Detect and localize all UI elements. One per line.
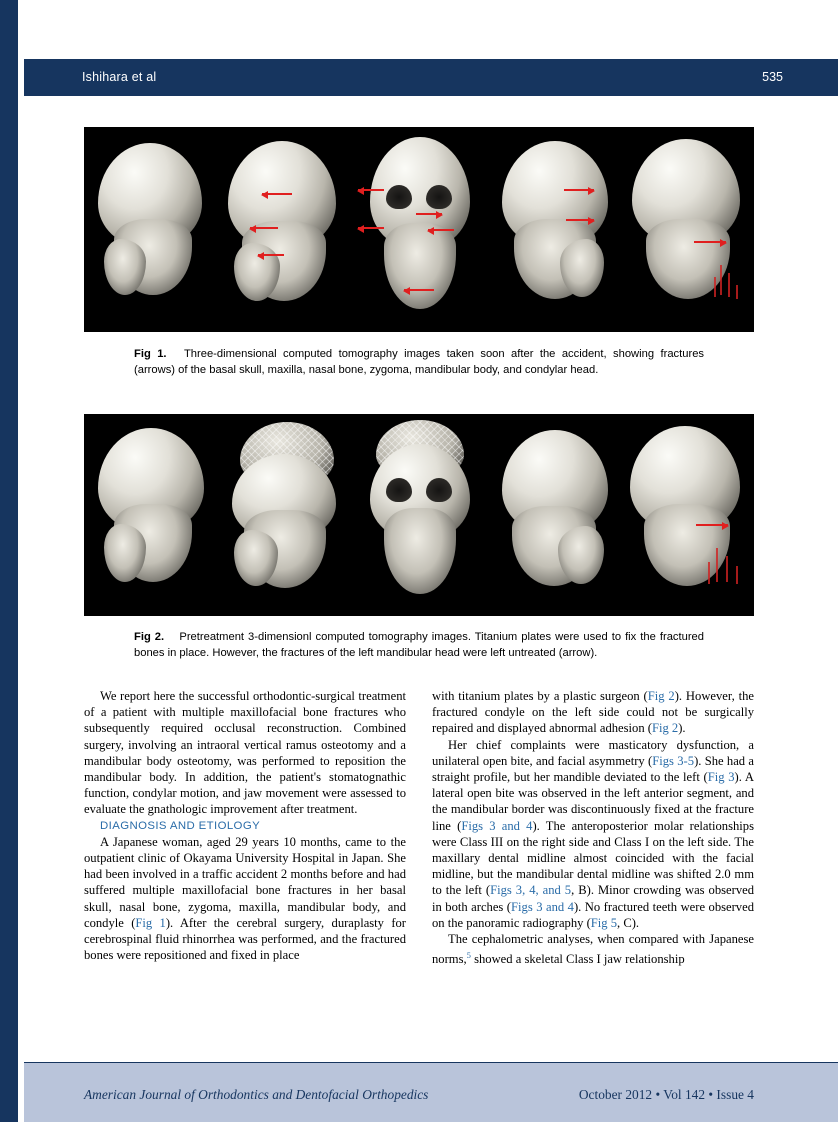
fig2-panel-5 (620, 414, 754, 616)
fig1-panel-5 (620, 127, 754, 332)
figure-2-label: Fig 2. (134, 631, 176, 643)
running-head-bar (24, 59, 838, 96)
paragraph-text: ). No fractured teeth were observed on the panoramic radiography ( (432, 899, 754, 930)
fig1-panel-1 (84, 127, 218, 332)
figure-reference[interactable]: Fig 2 (647, 689, 675, 703)
figure-2-image (84, 414, 754, 616)
figure-1-caption-text: Three-dimensional computed tomography images taken soon after the accident, showing fractures (arrows) of the basal skull, maxilla, nasal bone, zygoma, mandibular body, and condylar head. (134, 348, 705, 376)
fig1-panel-2 (218, 127, 352, 332)
fig2-panel-2 (218, 414, 352, 616)
page-spine-gap (18, 0, 24, 1122)
figure-reference[interactable]: Figs 3-5 (652, 753, 695, 768)
figure-reference[interactable]: Figs 3 and 4 (461, 818, 533, 833)
fig2-panel-1 (84, 414, 218, 616)
paragraph (432, 688, 754, 737)
figure-reference[interactable]: Figs 3 and 4 (511, 899, 574, 914)
footer-rule (24, 1062, 838, 1063)
paragraph-text: ). However, the fractured condyle on the left side could not be surgically repaired and displayed abnormal adhesion ( (432, 689, 754, 736)
figure-reference[interactable]: Fig 5 (590, 915, 618, 930)
page-number: 535 (762, 70, 783, 84)
body-right-column (432, 688, 754, 968)
figure-reference[interactable]: Figs 3, 4, and 5 (490, 883, 572, 898)
paragraph-text: , B). Minor crowding was observed in both arches ( (432, 883, 754, 914)
paragraph (432, 931, 754, 968)
section-heading-diagnosis: DIAGNOSIS AND ETIOLOGY (100, 819, 261, 832)
figure-2-caption (134, 630, 704, 661)
paragraph-text: ). After the cerebral surgery, duraplasty for cerebrospinal fluid rhinorrhea was performed, and the fractured bones were repositioned and fixed in place (84, 915, 406, 963)
paragraph-text: A Japanese woman, aged 29 years 10 months, came to the outpatient clinic of Okayama University Hospital in Japan. She had been involved in a traffic accident 2 months before and had suffered multiple maxillofacial bone fractures in her basal skull, nasal bone, zygoma, maxilla, mandibular body, and condyle ( (84, 834, 406, 930)
paragraph-text: ). She had a straight profile, but her mandible deviated to the left ( (432, 753, 755, 785)
figure-reference[interactable]: Fig 1 (135, 915, 166, 930)
footer-issue-info: October 2012 • Vol 142 • Issue 4 (578, 1087, 754, 1102)
footer-journal-title: American Journal of Orthodontics and Dentofacial Orthopedics (84, 1087, 429, 1102)
paragraph-text: The cephalometric analyses, when compared with Japanese norms, (432, 932, 754, 967)
fig2-panel-3 (352, 414, 486, 616)
paragraph-text: showed a skeletal Class I jaw relationship (470, 952, 685, 967)
paragraph: We report here the successful orthodontic-surgical treatment of a patient with multiple maxillofacial bone fractures who subsequently required occlusal reconstruction. Combined surgery, involving an intraoral vertical ramus osteotomy and a mandibular body osteotomy, was performed to reposition the mandibular body. In addition, the patient's stomatognathic function, condylar motion, and jaw movement were assessed to evaluate the gnathologic improvement after treatment. (84, 689, 406, 817)
paragraph-text: , C). (617, 915, 640, 930)
fig2-panel-4 (486, 414, 620, 616)
figure-reference[interactable]: Fig 3 (707, 770, 735, 785)
paragraph-text: ). The anteroposterior molar relationships were Class III on the right side and Class I on the left side. The maxillary dental midline almost coincided with the facial midline, but the mandibular dental midline was shifted 2.0 mm to the left ( (432, 818, 754, 898)
figure-1-caption (134, 347, 704, 378)
paragraph-text: Her chief complaints were masticatory dysfunction, a unilateral open bite, and facial asymmetry ( (432, 737, 754, 768)
fig1-panel-4 (486, 127, 620, 332)
citation-marker[interactable]: 5 (466, 950, 471, 961)
figure-2-caption-text: Pretreatment 3-dimensionl computed tomography images. Titanium plates were used to fix the fractured bones in place. However, the fractures of the left mandibular head were left untreated (arrow). (134, 631, 705, 659)
page-spine (0, 0, 18, 1122)
figure-1-image (84, 127, 754, 332)
figure-1-label: Fig 1. (134, 348, 178, 360)
figure-reference[interactable]: Fig 2 (651, 721, 679, 736)
paragraph-text: with titanium plates by a plastic surgeon ( (432, 689, 648, 703)
paragraph-text: ). A lateral open bite was observed in the left anterior segment, and the mandibular border was discontinuously fixed at the fracture line ( (432, 770, 754, 833)
paragraph (432, 737, 754, 931)
paragraph (84, 834, 406, 964)
paragraph-text: ). (678, 721, 686, 736)
body-left-column (84, 688, 406, 963)
fig1-panel-3 (352, 127, 486, 332)
running-head-authors: Ishihara et al (82, 70, 157, 84)
